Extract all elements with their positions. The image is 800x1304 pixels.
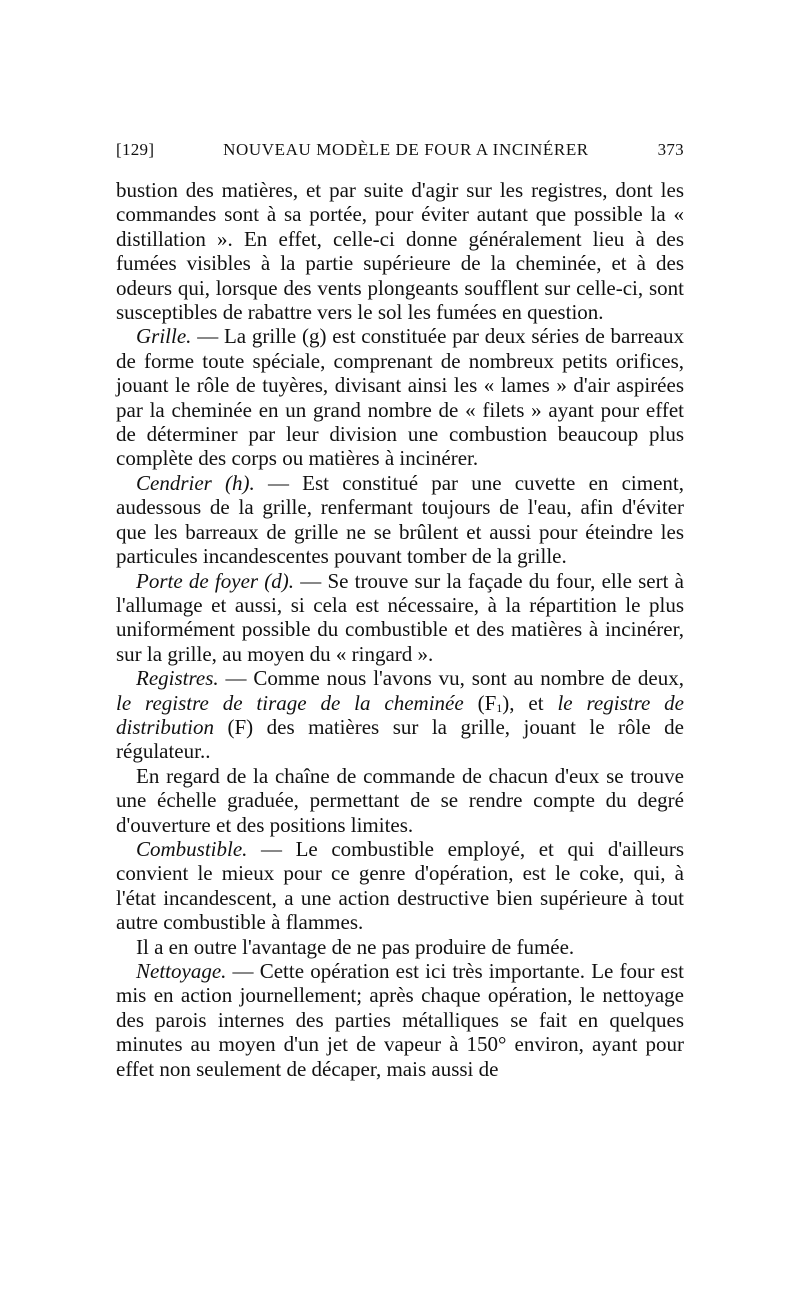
running-header [116, 140, 684, 160]
paragraph-heading: Grille. [136, 324, 192, 349]
paragraph-heading: Combustible. [136, 836, 248, 861]
paragraph-continuation: bustion des matières, et par suite d'agir sur les registres, dont les commandes sont à sa portée, pour éviter autant que possible la « distillation ». En effet, celle-ci donne généralement lieu à des fumées visibles à la partie supérieure de la cheminée, et à des odeurs qui, lorsque des vents plongeants soufflent sur celle-ci, sont susceptibles de rabattre vers le sol les fumées en question. [116, 178, 684, 325]
page-body [116, 178, 684, 1081]
running-title: NOUVEAU MODÈLE DE FOUR A INCINÉRER [223, 140, 589, 159]
page-number: 373 [657, 140, 684, 159]
paragraph-heading: Nettoyage. [136, 959, 227, 983]
paragraph-cendrier: Cendrier (h). — Est constitué par une cuvette en ciment, audessous de la grille, renfermant toujours de l'eau, afin d'éviter que les barreaux de grille ne se brûlent et aussi pour éteindre les particules incandescentes pouvant tomber de la grille. [116, 470, 684, 569]
section-number: [129] [116, 140, 155, 159]
paragraph-heading: Registres. [136, 666, 219, 691]
paragraph-combustible: Combustible. — Le combustible employé, et qui d'ailleurs convient le mieux pour ce genre d'opération, est le coke, qui, à l'état incandescent, a une action destructive bien supérieure à tout autre combustible à flammes. [116, 836, 684, 935]
paragraph-grille: Grille. — La grille (g) est constituée par deux séries de barreaux de forme toute spéciale, comprenant de nombreux petits orifices, jouant le rôle de tuyères, divisant ainsi les « lames » d'air aspirées par la cheminée en un grand nombre de « filets » ayant pour effet de déterminer par leur division une combustion beaucoup plus complète des corps ou matières à incinérer. [116, 324, 684, 471]
paragraph-porte-de-foyer: Porte de foyer (d). — Se trouve sur la façade du four, elle sert à l'allumage et aussi, si cela est nécessaire, à la répartition le plus uniformément possible du combustible et des matières à incinérer, sur la grille, au moyen du « ringard ». [116, 568, 684, 666]
paragraph-nettoyage: Nettoyage. — Cette opération est ici très importante. Le four est mis en action journellement; après chaque opération, le nettoyage des parois internes des parties métalliques se fait en quelques minutes au moyen d'un jet de vapeur à 150° environ, ayant pour effet non seulement de décaper, mais aussi de [116, 959, 684, 1081]
paragraph-heading: Porte de foyer (d). [136, 568, 295, 593]
book-page [116, 140, 684, 1081]
paragraph-fumee: Il a en outre l'avantage de ne pas produire de fumée. [136, 934, 575, 959]
paragraph-registres: Registres. — Comme nous l'avons vu, sont au nombre de deux, le registre de tirage de la cheminée $(F_1)$, et le registre de distribution (F) des matières sur la grille, jouant le rôle de régulateur.. [116, 666, 684, 764]
paragraph-heading: Cendrier (h). [136, 470, 255, 495]
paragraph-echelle: En regard de la chaîne de commande de chacun d'eux se trouve une échelle graduée, permettant de se rendre compte du degré d'ouverture et des positions limites. [116, 763, 684, 837]
